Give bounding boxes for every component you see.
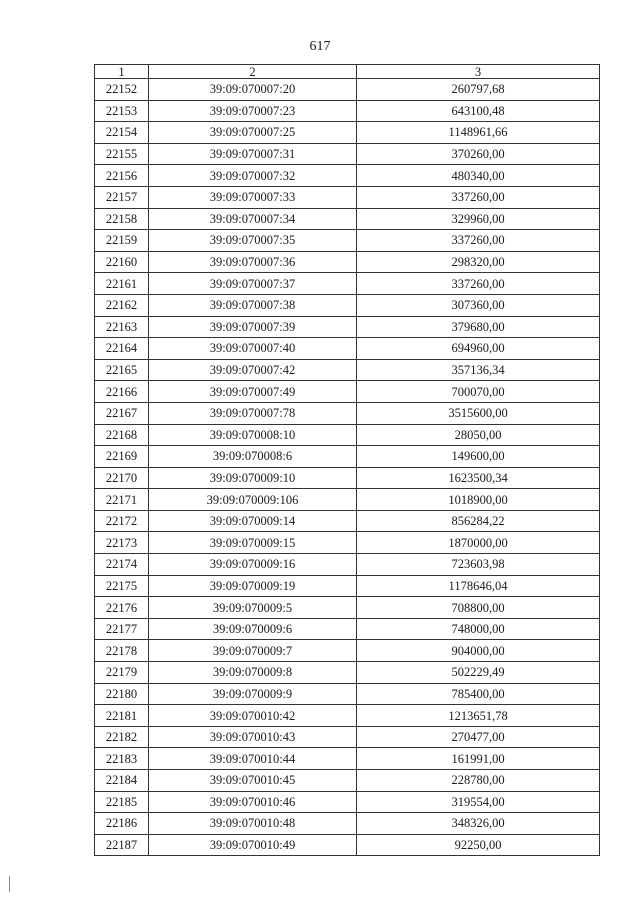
cadastral-number: 39:09:070009:6 [149,618,357,640]
cadastral-number: 39:09:070010:43 [149,726,357,748]
table-row [95,294,600,316]
row-number: 22175 [95,575,149,597]
table-row [95,489,600,511]
cadastral-value: 348326,00 [357,813,600,835]
row-number: 22168 [95,424,149,446]
table-row [95,726,600,748]
cadastral-value: 260797,68 [357,79,600,101]
table-row [95,402,600,424]
cadastral-value: 357136,34 [357,359,600,381]
cadastral-value: 370260,00 [357,143,600,165]
cadastral-number: 39:09:070009:14 [149,510,357,532]
row-number: 22154 [95,122,149,144]
row-number: 22171 [95,489,149,511]
cadastral-number: 39:09:070009:5 [149,597,357,619]
table-row [95,575,600,597]
table-row [95,467,600,489]
cadastral-value: 708800,00 [357,597,600,619]
cadastral-value: 319554,00 [357,791,600,813]
cadastral-value: 298320,00 [357,251,600,273]
cadastral-number: 39:09:070007:78 [149,402,357,424]
row-number: 22158 [95,208,149,230]
table-row [95,813,600,835]
table-row [95,748,600,770]
cadastral-number: 39:09:070008:10 [149,424,357,446]
cadastral-value: 700070,00 [357,381,600,403]
row-number: 22185 [95,791,149,813]
table-row [95,424,600,446]
cadastral-value: 856284,22 [357,510,600,532]
cadastral-value: 149600,00 [357,446,600,468]
table-row [95,640,600,662]
cadastral-number: 39:09:070007:20 [149,79,357,101]
cadastral-value: 28050,00 [357,424,600,446]
cadastral-value: 1178646,04 [357,575,600,597]
table-row [95,791,600,813]
row-number: 22169 [95,446,149,468]
cadastral-number: 39:09:070007:40 [149,338,357,360]
cadastral-number: 39:09:070010:48 [149,813,357,835]
cadastral-number: 39:09:070009:19 [149,575,357,597]
cadastral-number: 39:09:070007:39 [149,316,357,338]
row-number: 22159 [95,230,149,252]
row-number: 22163 [95,316,149,338]
row-number: 22156 [95,165,149,187]
cadastral-value: 1870000,00 [357,532,600,554]
table-row [95,510,600,532]
table-row [95,230,600,252]
row-number: 22166 [95,381,149,403]
cadastral-number: 39:09:070010:49 [149,834,357,856]
table-row [95,554,600,576]
row-number: 22162 [95,294,149,316]
cadastral-number: 39:09:070007:35 [149,230,357,252]
row-number: 22187 [95,834,149,856]
row-number: 22174 [95,554,149,576]
cadastral-number: 39:09:070009:15 [149,532,357,554]
scan-artifact-mark [9,876,10,892]
table-row [95,251,600,273]
cadastral-number: 39:09:070009:8 [149,662,357,684]
cadastral-value: 161991,00 [357,748,600,770]
row-number: 22160 [95,251,149,273]
cadastral-number: 39:09:070007:49 [149,381,357,403]
cadastral-number: 39:09:070009:7 [149,640,357,662]
table-body [95,79,600,856]
table-row [95,316,600,338]
cadastral-number: 39:09:070010:42 [149,705,357,727]
cadastral-value: 337260,00 [357,230,600,252]
cadastral-value: 785400,00 [357,683,600,705]
table-row [95,705,600,727]
cadastral-value: 307360,00 [357,294,600,316]
row-number: 22167 [95,402,149,424]
table-row [95,446,600,468]
table-row [95,359,600,381]
table-row [95,683,600,705]
cadastral-value: 502229,49 [357,662,600,684]
row-number: 22186 [95,813,149,835]
registry-table [94,64,600,856]
cadastral-number: 39:09:070007:36 [149,251,357,273]
cadastral-number: 39:09:070007:37 [149,273,357,295]
row-number: 22183 [95,748,149,770]
table-row [95,208,600,230]
cadastral-value: 1623500,34 [357,467,600,489]
cadastral-number: 39:09:070009:106 [149,489,357,511]
column-header-1: 1 [95,65,149,79]
cadastral-value: 1148961,66 [357,122,600,144]
cadastral-number: 39:09:070007:38 [149,294,357,316]
cadastral-number: 39:09:070009:9 [149,683,357,705]
cadastral-number: 39:09:070007:32 [149,165,357,187]
cadastral-value: 270477,00 [357,726,600,748]
cadastral-value: 92250,00 [357,834,600,856]
row-number: 22184 [95,770,149,792]
row-number: 22157 [95,186,149,208]
cadastral-number: 39:09:070007:25 [149,122,357,144]
row-number: 22176 [95,597,149,619]
cadastral-value: 228780,00 [357,770,600,792]
cadastral-value: 723603,98 [357,554,600,576]
row-number: 22180 [95,683,149,705]
cadastral-number: 39:09:070009:10 [149,467,357,489]
row-number: 22155 [95,143,149,165]
cadastral-value: 1018900,00 [357,489,600,511]
cadastral-number: 39:09:070010:44 [149,748,357,770]
cadastral-number: 39:09:070007:33 [149,186,357,208]
cadastral-number: 39:09:070007:42 [149,359,357,381]
cadastral-number: 39:09:070007:23 [149,100,357,122]
table-row [95,186,600,208]
cadastral-number: 39:09:070010:45 [149,770,357,792]
table-row [95,662,600,684]
row-number: 22178 [95,640,149,662]
table-row [95,834,600,856]
table-row [95,122,600,144]
row-number: 22153 [95,100,149,122]
cadastral-value: 1213651,78 [357,705,600,727]
table-row [95,338,600,360]
cadastral-number: 39:09:070007:31 [149,143,357,165]
table-row [95,618,600,640]
table-header [95,65,600,79]
row-number: 22161 [95,273,149,295]
table-row [95,532,600,554]
cadastral-number: 39:09:070010:46 [149,791,357,813]
header-row [95,65,600,79]
cadastral-value: 337260,00 [357,273,600,295]
cadastral-number: 39:09:070009:16 [149,554,357,576]
cadastral-value: 480340,00 [357,165,600,187]
page-number: 617 [309,39,331,54]
cadastral-number: 39:09:070008:6 [149,446,357,468]
cadastral-value: 748000,00 [357,618,600,640]
table-row [95,165,600,187]
row-number: 22179 [95,662,149,684]
cadastral-number: 39:09:070007:34 [149,208,357,230]
cadastral-value: 337260,00 [357,186,600,208]
cadastral-value: 643100,48 [357,100,600,122]
table-row [95,143,600,165]
table-row [95,100,600,122]
column-header-2: 2 [149,65,357,79]
table-row [95,770,600,792]
column-header-3: 3 [357,65,600,79]
cadastral-value: 694960,00 [357,338,600,360]
row-number: 22164 [95,338,149,360]
table-row [95,597,600,619]
cadastral-value: 379680,00 [357,316,600,338]
row-number: 22152 [95,79,149,101]
cadastral-value: 3515600,00 [357,402,600,424]
row-number: 22177 [95,618,149,640]
table-row [95,381,600,403]
row-number: 22172 [95,510,149,532]
table-row [95,273,600,295]
row-number: 22170 [95,467,149,489]
row-number: 22173 [95,532,149,554]
cadastral-value: 904000,00 [357,640,600,662]
row-number: 22181 [95,705,149,727]
row-number: 22182 [95,726,149,748]
row-number: 22165 [95,359,149,381]
cadastral-value: 329960,00 [357,208,600,230]
table-row [95,79,600,101]
